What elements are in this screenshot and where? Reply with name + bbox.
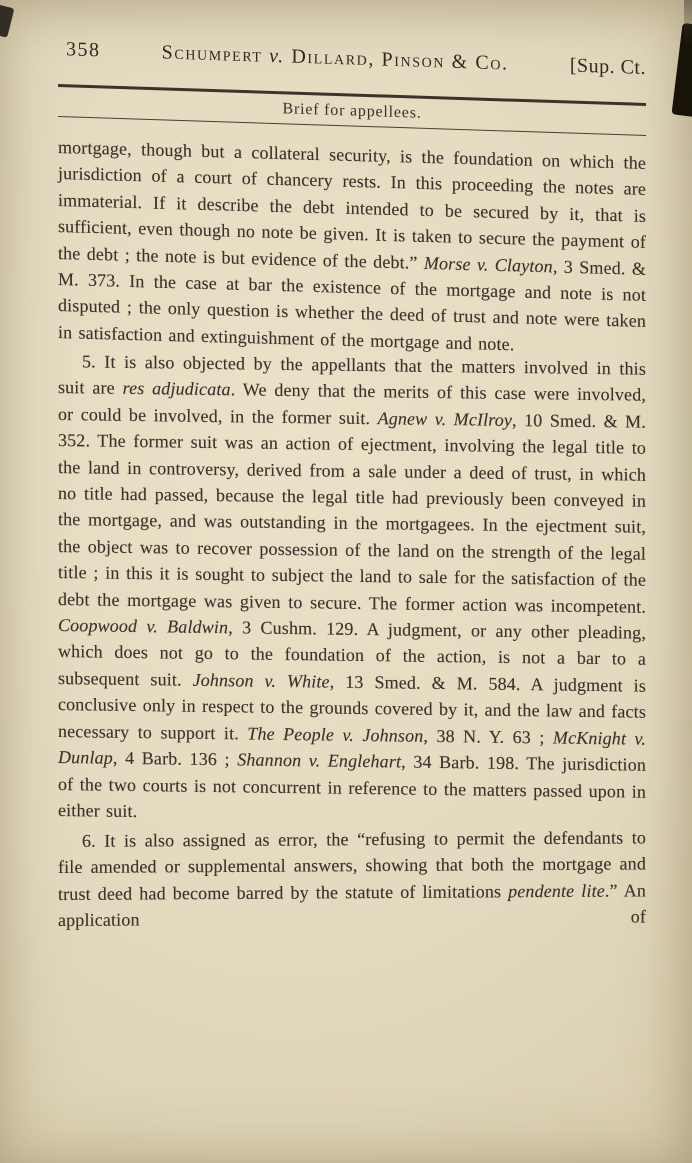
text-segment: , 3 Smed. & M. 373. In the case at bar the existence of the mortgage and note is not disputed ; the only question is whether the deed of trust and note were taken in satisfaction and extinguishment of the mortgage and note. xyxy=(58,256,647,355)
text-segment: Coopwood v. Baldwin xyxy=(58,615,229,638)
text-segment: Johnson v. White xyxy=(192,669,330,692)
paragraph xyxy=(58,824,646,933)
text-segment: , 3 Cushm. 129. A judgment, or any other pleading, which does not go to the foundation of the action, is not a bar to a subsequent suit. xyxy=(58,617,646,690)
text-segment: . We deny that the merits of this case were involved, or could be involved, in the former suit. xyxy=(58,379,646,429)
text-segment: Dillard, Pinson & Co. xyxy=(291,45,509,75)
text-segment: , 4 Barb. 136 ; xyxy=(112,748,238,770)
text-segment: Schumpert xyxy=(161,41,263,67)
text-segment: , 10 Smed. & M. 352. The former suit was an action of ejectment, involving the legal title to the land in controversy, derived from a sale under a deed of trust, in which no title had passed, because the legal title had previously been conveyed in the mortgage, and was outstanding in the mortgagees. In the ejectment suit, the object was to recover possession of the land on the strength of the legal title ; in this it is sought to subject the land to sale for the satisfaction of the debt the mortgage was given to secure. The former action was incompetent. xyxy=(58,410,646,617)
text-segment: The People v. Johnson xyxy=(247,723,424,746)
text-segment: res adjudicata xyxy=(122,378,231,400)
header-rules xyxy=(58,84,646,136)
text-segment: 6. It is also assigned as error, the “refusing to permit the defendants to file amended or supplemental answers, showing that both the mortgage and trust deed had become barred by the statute of limitations xyxy=(58,826,646,904)
scan-artifact-top-edge xyxy=(684,0,692,46)
text-segment: , 34 Barb. 198. The jurisdiction of the two courts is not concurrent in reference to the matters passed upon in either suit. xyxy=(58,751,646,822)
text-segment: , 38 N. Y. 63 ; xyxy=(423,725,553,748)
page-content xyxy=(58,36,646,933)
text-segment: Agnew v. McIlroy xyxy=(377,408,513,431)
running-title xyxy=(101,37,570,78)
page-number: 358 xyxy=(66,38,101,62)
paragraph xyxy=(58,348,646,831)
text-segment: v. xyxy=(262,44,292,68)
text-segment: mortgage, though but a collateral security, is the foundation on which the jurisdiction of a court of chancery rests. In this proceeding the notes are immaterial. If it describe the debt intended to be secured by it, that is sufficient, even though no note be given. It is taken to secure the payment of the debt ; the note is but evidence of the debt.” xyxy=(58,137,646,273)
text-segment: pendente lite xyxy=(508,880,605,901)
text-segment: .” An application of xyxy=(58,879,646,930)
text-segment: , 13 Smed. & M. 584. A judgment is conclusive only in respect to the grounds covered by it, and the law and facts necessary to support it. xyxy=(58,671,646,744)
text-segment: 5. It is also objected by the appellants that the matters involved in this suit are xyxy=(58,351,646,399)
text-segment: McKnight v. Dunlap xyxy=(58,727,646,769)
text-segment: Shannon v. Englehart xyxy=(237,749,402,772)
body-text xyxy=(58,134,646,933)
section-heading: Brief for appellees. xyxy=(282,100,422,122)
paragraph xyxy=(58,134,646,361)
court-label: [Sup. Ct. xyxy=(569,54,646,79)
scan-artifact-top-left xyxy=(0,4,14,37)
text-segment: Morse v. Clayton xyxy=(423,252,553,277)
page-header xyxy=(58,36,646,81)
